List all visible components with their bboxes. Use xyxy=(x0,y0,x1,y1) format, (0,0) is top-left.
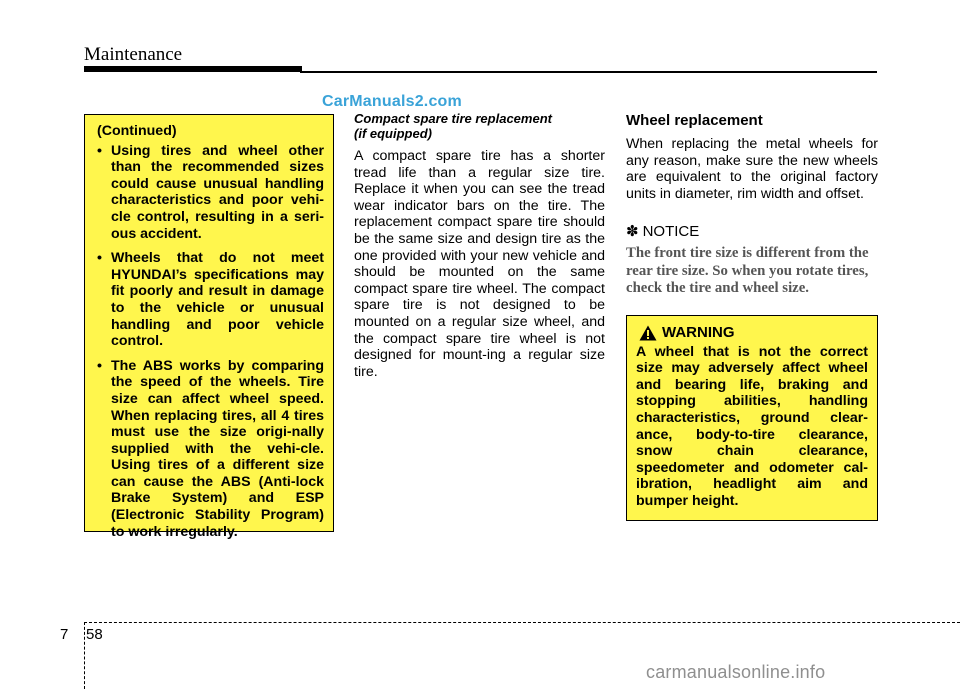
notice-star-icon: ✽ xyxy=(626,223,639,241)
warning-bullet-specifications: • Wheels that do not meet HYUNDAI’s specifications may fit poorly and result in damage to the vehicle or unusual handling and poor vehicle control. xyxy=(94,250,324,350)
page-section-title: Maintenance xyxy=(84,44,183,65)
warning-title: WARNING xyxy=(662,324,735,341)
warning-triangle-icon xyxy=(639,325,657,341)
continued-label: (Continued) xyxy=(97,123,177,139)
warning-bullet-list xyxy=(94,143,324,541)
page-number: 58 xyxy=(86,626,103,643)
notice-label: NOTICE xyxy=(642,223,700,241)
watermark-logo: CarManuals2.com xyxy=(322,93,462,110)
wheel-replacement-heading: Wheel replacement xyxy=(626,112,763,129)
chapter-number: 7 xyxy=(60,626,69,643)
notice-heading xyxy=(626,223,878,240)
compact-spare-body: A compact spare tire has a shorter tread life than a regular size tire. Replace it when you can see the tread wear indicator bars on the tire. The replacement compact spare tire should be the same size and design tire as the one provided with your new vehicle and should be mounted on the same compact spare tire wheel. The compact spare tire is not designed to be mounted on a regular size wheel, and the compact spare tire wheel is not designed for mount-ing a regular size tire. xyxy=(354,148,605,380)
wheel-warning-box xyxy=(626,315,878,521)
warning-text: A wheel that is not the correct size may adversely affect wheel and bearing life, braking and stopping abilities, handling characteristics, ground clear-ance, body-to-tire clearance, snow chain clearance, speedometer and odometer cal-ibration, headlight aim and bumper height. xyxy=(636,343,868,509)
compact-spare-heading xyxy=(354,112,605,141)
wheel-replacement-section xyxy=(626,112,878,297)
footer-dashed-rule xyxy=(84,622,960,623)
site-watermark-footer: carmanualsonline.info xyxy=(646,662,826,682)
compact-spare-heading-line2: (if equipped) xyxy=(354,125,432,141)
warning-bullet-sizes: • Using tires and wheel other than the recommended sizes could cause unusual handling characteristics and poor vehi-cle control, resulting in a seri-ous accident. xyxy=(94,143,324,243)
header-rule-thin xyxy=(300,71,877,73)
compact-spare-heading-line1: Compact spare tire replacement xyxy=(354,111,552,126)
footer-dashed-divider xyxy=(84,622,85,689)
wheel-replacement-body: When replacing the metal wheels for any reason, make sure the new wheels are equivalent to the original factory units in diameter, rim width and offset. xyxy=(626,136,878,202)
continued-warning-box xyxy=(84,114,334,540)
warning-bullet-abs: • The ABS works by comparing the speed of the wheels. Tire size can affect wheel speed. When replacing tires, all 4 tires must use the size origi-nally supplied with the vehi-cle. Using tires of a different size can cause the ABS (Anti-lock Brake System) and ESP (Electronic Stability Program) to work irregularly. xyxy=(94,358,324,541)
compact-spare-section xyxy=(354,112,605,380)
warning-heading xyxy=(639,325,868,342)
header-rule-thick xyxy=(84,66,302,72)
notice-text: The front tire size is different from the rear tire size. So when you rotate tires, check the tire and wheel size. xyxy=(626,245,869,296)
